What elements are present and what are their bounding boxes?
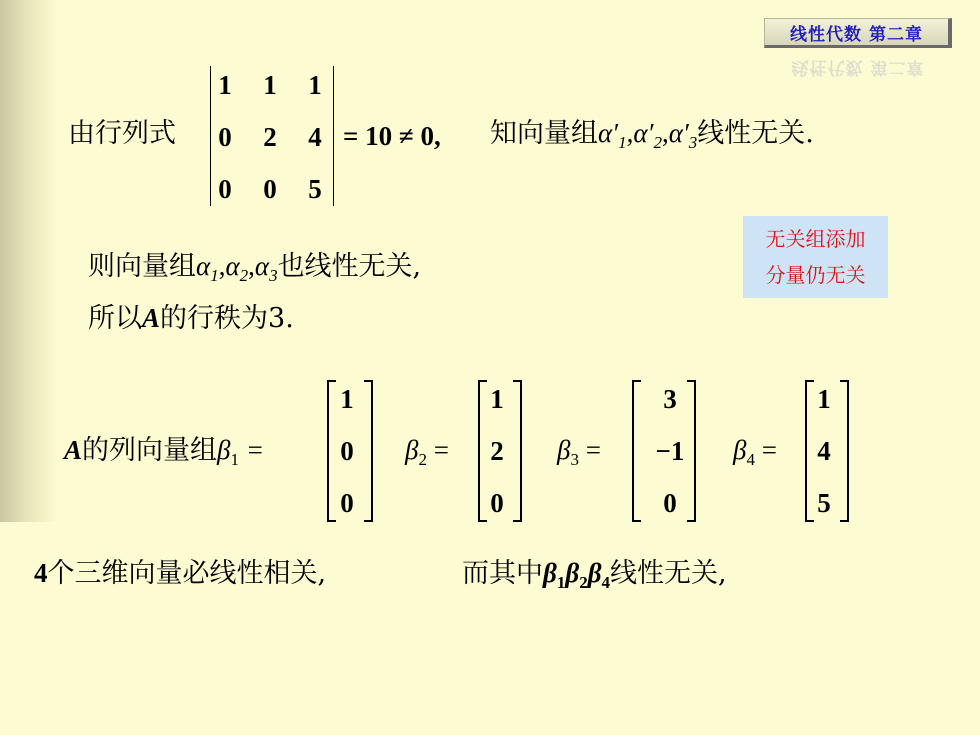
beta-1-entry-1: 1 bbox=[340, 384, 354, 414]
row-rank-suffix: 也线性无关, bbox=[277, 251, 422, 282]
det-cell-2-3: 4 bbox=[308, 122, 322, 152]
beta-4-equals: = bbox=[761, 435, 777, 465]
column-vectors-label bbox=[64, 437, 263, 468]
bottom-right-prefix: 而其中 bbox=[462, 558, 543, 589]
alpha-prime-3-sub: 3 bbox=[688, 133, 698, 152]
beta-bottom-4-sub: 4 bbox=[601, 573, 611, 592]
alpha-2-symbol: α bbox=[225, 251, 240, 281]
conclusion-suffix: 线性无关. bbox=[697, 118, 814, 149]
left-decorative-bar bbox=[0, 0, 58, 522]
bottom-right-suffix: 线性无关, bbox=[610, 558, 727, 589]
determinant-result: = 10 ≠ 0, bbox=[343, 121, 441, 151]
beta-1-right-bracket bbox=[364, 380, 373, 522]
alpha-prime-2 bbox=[633, 118, 662, 152]
beta-2-equals: = bbox=[433, 435, 449, 465]
comma-sep: , bbox=[218, 251, 226, 281]
beta-4-sub: 4 bbox=[746, 450, 755, 469]
note-box bbox=[743, 216, 888, 298]
beta-bottom-1-sub: 1 bbox=[556, 573, 566, 592]
alpha-prime-1-sub: 1 bbox=[618, 133, 627, 152]
beta-bottom-1-symbol: β bbox=[543, 558, 557, 588]
row-rank-line-2 bbox=[88, 305, 294, 332]
beta-1-equals: = bbox=[247, 435, 263, 465]
beta-4-label bbox=[733, 437, 777, 468]
beta-2-sub: 2 bbox=[418, 450, 427, 469]
beta-4-symbol: β bbox=[733, 435, 747, 465]
bottom-right-statement bbox=[462, 560, 727, 591]
beta-4-right-bracket bbox=[840, 380, 849, 522]
chapter-header-tag bbox=[764, 18, 952, 48]
beta-4-entry-1: 1 bbox=[817, 384, 831, 414]
alpha-prime-3-symbol: α′ bbox=[668, 118, 689, 148]
det-cell-2-2: 2 bbox=[263, 122, 277, 152]
beta-1-entry-2: 0 bbox=[340, 436, 354, 466]
alpha-1 bbox=[196, 251, 219, 285]
matrix-A-symbol: A bbox=[142, 303, 161, 333]
det-cell-3-1: 0 bbox=[218, 174, 232, 204]
comma-sep: , bbox=[626, 118, 634, 148]
row-rank-prefix: 则向量组 bbox=[88, 251, 196, 282]
beta-3-entry-2: −1 bbox=[655, 436, 685, 466]
alpha-prime-1 bbox=[598, 118, 627, 152]
alpha-1-sub: 1 bbox=[210, 266, 219, 285]
beta-3-left-bracket bbox=[632, 380, 641, 522]
comma-sep: , bbox=[661, 118, 669, 148]
beta-1-sub: 1 bbox=[230, 450, 239, 469]
chapter-header-reflection bbox=[764, 52, 952, 82]
det-cell-3-2: 0 bbox=[263, 174, 277, 204]
chapter-header-text: 线性代数 第二章 bbox=[790, 24, 923, 45]
row-rank-line2-rest: 的行秩为3. bbox=[160, 303, 294, 334]
note-line-2: 分量仍无关 bbox=[765, 263, 866, 287]
beta-3-label bbox=[557, 437, 601, 468]
beta-4-entry-2: 4 bbox=[817, 436, 831, 466]
alpha-prime-3 bbox=[668, 118, 698, 152]
row-rank-line-1 bbox=[88, 253, 421, 284]
beta-2-entry-3: 0 bbox=[490, 488, 504, 518]
conclusion-prefix: 知向量组 bbox=[490, 118, 598, 149]
beta-3-symbol: β bbox=[557, 435, 571, 465]
beta-bottom-2-sub: 2 bbox=[579, 573, 588, 592]
alpha-3 bbox=[254, 251, 278, 285]
chapter-header-reflection-text: 线性代数 第二章 bbox=[791, 57, 925, 77]
det-cell-3-3: 5 bbox=[308, 174, 322, 204]
det-cell-2-1: 0 bbox=[218, 122, 232, 152]
beta-2-entry-1: 1 bbox=[490, 384, 504, 414]
alpha-prime-2-sub: 2 bbox=[653, 133, 662, 152]
determinant-conclusion bbox=[490, 120, 814, 151]
beta-2-symbol: β bbox=[405, 435, 419, 465]
det-cell-1-2: 1 bbox=[263, 70, 277, 100]
row-rank-line2-text: 所以 bbox=[88, 303, 142, 334]
determinant-right-bar bbox=[333, 66, 334, 206]
beta-2-right-bracket bbox=[513, 380, 522, 522]
bottom-left-statement bbox=[34, 560, 326, 587]
alpha-1-symbol: α bbox=[196, 251, 211, 281]
beta-2-entry-2: 2 bbox=[490, 436, 504, 466]
beta-3-sub: 3 bbox=[570, 450, 579, 469]
beta-3-entry-3: 0 bbox=[663, 488, 677, 518]
four-count: 4 bbox=[34, 558, 48, 588]
beta-3-entry-1: 3 bbox=[663, 384, 677, 414]
alpha-3-symbol: α bbox=[254, 251, 270, 281]
column-vectors-text: 的列向量组 bbox=[82, 435, 218, 466]
matrix-A-label: A bbox=[64, 435, 83, 465]
det-cell-1-1: 1 bbox=[218, 70, 232, 100]
beta-1-symbol: β bbox=[217, 435, 231, 465]
bottom-left-text: 个三维向量必线性相关, bbox=[47, 558, 327, 589]
alpha-2 bbox=[225, 251, 249, 285]
beta-bottom-4-symbol: β bbox=[587, 558, 602, 588]
note-line-1: 无关组添加 bbox=[765, 227, 866, 251]
alpha-3-sub: 3 bbox=[269, 266, 278, 285]
beta-4-entry-3: 5 bbox=[817, 488, 831, 518]
beta-2-label bbox=[405, 437, 449, 468]
beta-3-equals: = bbox=[585, 435, 601, 465]
beta-bottom-2-symbol: β bbox=[565, 558, 580, 588]
alpha-prime-1-symbol: α′ bbox=[598, 118, 619, 148]
det-cell-1-3: 1 bbox=[308, 70, 322, 100]
alpha-prime-2-symbol: α′ bbox=[633, 118, 654, 148]
comma-sep: , bbox=[248, 251, 255, 281]
beta-1-entry-3: 0 bbox=[340, 488, 354, 518]
determinant-prefix: 由行列式 bbox=[68, 118, 176, 149]
alpha-2-sub: 2 bbox=[239, 266, 249, 285]
